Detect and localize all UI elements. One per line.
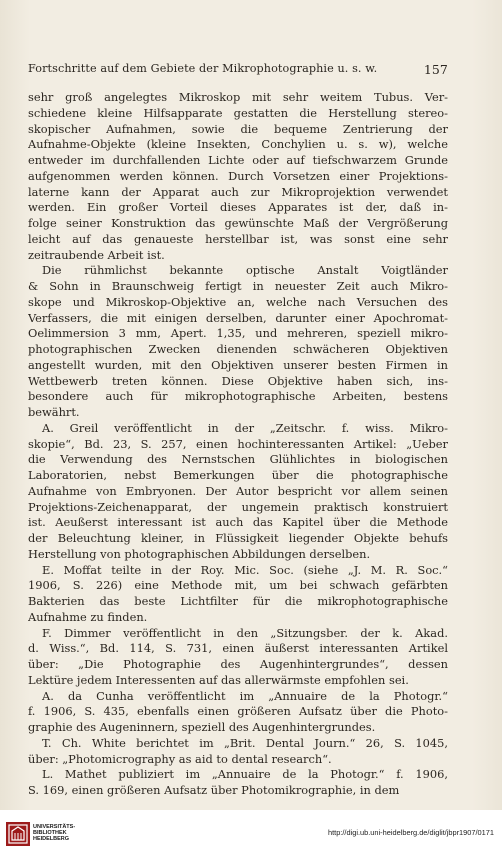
text-line: zeitraubende Arbeit ist. <box>28 247 165 262</box>
text-line: d. Wiss.“, Bd. 114, S. 731, einen äußerst interessanten Artikel <box>28 641 448 656</box>
text-line: der Beleuchtung kleiner, in Flüssigkeit liegender Objekte behufs <box>28 531 448 545</box>
text-line: Bakterien das beste Lichtfilter für die mikrophotographische <box>28 594 448 608</box>
text-line: Oelimmersion 3 mm, Apert. 1,35, und mehreren, speziell mikro- <box>28 326 448 341</box>
library-logo-icon <box>6 822 30 846</box>
text-line: Verfassers, die mit einigen derselben, darunter einer Apochromat- <box>28 310 448 325</box>
text-line: Herstellung von photographischen Abbildungen derselben. <box>28 546 371 561</box>
text-line: Aufnahme von Embryonen. Der Autor bespricht vor allem seinen <box>28 483 448 498</box>
text-line: L. Mathet publiziert im „Annuaire de la Photogr.“ f. 1906, <box>42 767 448 782</box>
text-line: leicht auf das genaueste herstellbar ist, was sonst eine sehr <box>28 231 448 246</box>
text-line: 1906, S. 226) eine Methode mit, um bei schwach gefärbten <box>28 578 448 593</box>
text-line: Laboratorien, nebst Bemerkungen über die photographische <box>28 468 448 482</box>
text-line: Projektions-Zeichenapparat, der ungemein praktisch konstruiert <box>28 499 448 514</box>
library-name: UNIVERSITÄTS- BIBLIOTHEK HEIDELBERG <box>33 824 76 842</box>
text-line: F. Dimmer veröffentlicht in den „Sitzungsber. der k. Akad. <box>42 625 448 640</box>
text-line: über: „Die Photographie des Augenhintergrundes“, dessen <box>28 657 448 671</box>
text-line: laterne kann der Apparat auch zur Mikroprojektion verwendet <box>28 184 448 199</box>
text-line: bewährt. <box>28 405 80 419</box>
running-header <box>28 62 448 77</box>
text-line: schiedene kleine Hilfsapparate gestatten die Herstellung stereo- <box>28 105 448 120</box>
text-line: Wettbewerb treten können. Diese Objektive haben sich, ins- <box>28 373 448 388</box>
body-text <box>28 90 448 799</box>
text-line: f. 1906, S. 435, ebenfalls einen größeren Aufsatz über die Photo- <box>28 704 448 719</box>
text-line: & Sohn in Braunschweig fertigt in neuester Zeit auch Mikro- <box>28 279 448 293</box>
text-line: skopischer Aufnahmen, sowie die bequeme Zentrierung der <box>28 121 448 136</box>
text-line: E. Moffat teilte in der Roy. Mic. Soc. (siehe „J. M. R. Soc.“ <box>42 562 448 577</box>
text-line: angestellt wurden, mit den Objektiven unserer besten Firmen in <box>28 357 448 372</box>
text-line: Lektüre jedem Interessenten auf das allerwärmste empfohlen sei. <box>28 672 409 687</box>
text-line: die Verwendung des Nernstschen Glühlichtes in biologischen <box>28 452 448 467</box>
text-line: A. da Cunha veröffentlicht im „Annuaire de la Photogr.“ <box>42 688 448 703</box>
text-line: T. Ch. White berichtet im „Brit. Dental Journ.“ 26, S. 1045, <box>42 735 448 750</box>
text-line: werden. Ein großer Vorteil dieses Apparates ist der, daß in- <box>28 200 448 215</box>
text-line: aufgenommen werden können. Durch Vorsetzen einer Projektions- <box>28 168 448 183</box>
text-line: A. Greil veröffentlicht in der „Zeitschr. f. wiss. Mikro- <box>42 420 448 435</box>
text-line: photographischen Zwecken dienenden schwächeren Objektiven <box>28 342 448 356</box>
text-line: folge seiner Konstruktion das gewünschte Maß der Vergrößerung <box>28 216 448 230</box>
footer-bar <box>0 810 502 855</box>
source-url[interactable]: http://digi.ub.uni-heidelberg.de/diglit/jbpr1907/0171 <box>327 828 494 837</box>
text-line: sehr groß angelegtes Mikroskop mit sehr weitem Tubus. Ver- <box>28 90 448 104</box>
page-number: 157 <box>423 62 448 77</box>
text-line: Die rühmlichst bekannte optische Anstalt Voigtländer <box>42 263 448 278</box>
text-line: graphie des Augeninnern, speziell des Augenhintergrundes. <box>28 720 376 734</box>
running-title: Fortschritte auf dem Gebiete der Mikrophotographie u. s. w. <box>28 62 378 75</box>
text-line: Aufnahme-Objekte (kleine Insekten, Conchylien u. s. w), welche <box>28 137 448 152</box>
text-line: S. 169, einen größeren Aufsatz über Photomikrographie, in dem <box>28 783 400 797</box>
text-line: ist. Aeußerst interessant ist auch das Kapitel über die Methode <box>28 515 448 530</box>
text-line: entweder im durchfallenden Lichte oder auf tiefschwarzem Grunde <box>28 153 448 167</box>
text-line: besondere auch für mikrophotographische Arbeiten, bestens <box>28 389 448 404</box>
text-line: skope und Mikroskop-Objektive an, welche nach Versuchen des <box>28 294 448 309</box>
text-line: über: „Photomicrography as aid to dental research“. <box>28 751 332 766</box>
text-line: skopie“, Bd. 23, S. 257, einen hochinteressanten Artikel: „Ueber <box>28 436 448 451</box>
text-line: Aufnahme zu finden. <box>28 609 148 624</box>
